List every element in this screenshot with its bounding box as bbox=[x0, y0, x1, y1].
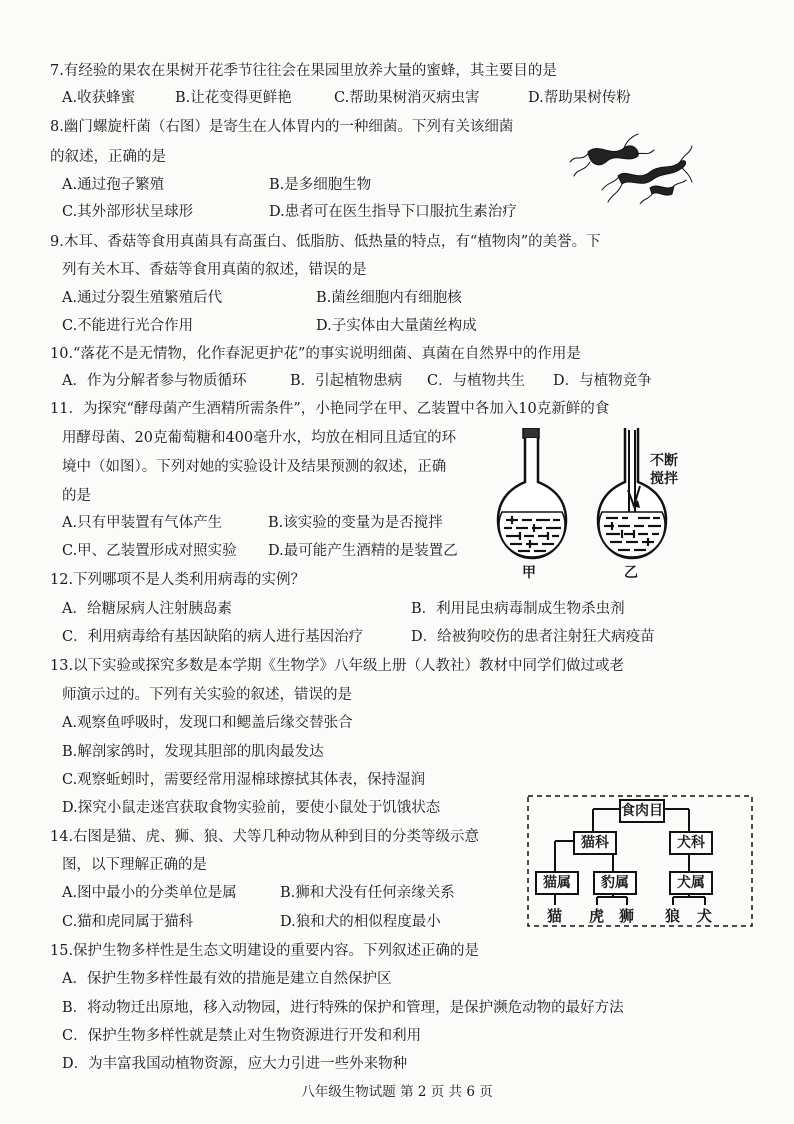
q12-option-b: B．利用昆虫病毒制成生物杀虫剂 bbox=[411, 601, 625, 617]
q8-stem-line2: 的叙述，正确的是 bbox=[50, 149, 166, 165]
stir-label-line1: 不断 bbox=[650, 453, 678, 469]
q9-stem-line1: 9.木耳、香菇等食用真菌具有高蛋白、低脂肪、低热量的特点，有“植物肉”的美誉。下 bbox=[50, 234, 601, 250]
q13-stem-line1: 13.以下实验或探究多数是本学期《生物学》八年级上册（人教社）教材中同学们做过或老 bbox=[50, 658, 625, 674]
q7-option-d: D.帮助果树传粉 bbox=[528, 90, 631, 106]
q12-stem: 12.下列哪项不是人类利用病毒的实例？ bbox=[50, 572, 306, 588]
q10-option-a: A．作为分解者参与物质循环 bbox=[62, 373, 247, 389]
q15-option-c: C．保护生物多样性就是禁止对生物资源进行开发和利用 bbox=[62, 1028, 422, 1044]
q7-option-a: A.收获蜂蜜 bbox=[62, 90, 136, 106]
q11-stem-line3: 境中（如图）。下列对她的实验设计及结果预测的叙述，正确 bbox=[62, 459, 447, 475]
q8-option-a: A.通过孢子繁殖 bbox=[62, 177, 165, 193]
q13-option-d: D.探究小鼠走迷宫获取食物实验前，要使小鼠处于饥饿状态 bbox=[62, 800, 441, 816]
q10-option-b: B．引起植物患病 bbox=[290, 373, 403, 389]
q14-option-d: D.狼和犬的相似程度最小 bbox=[280, 914, 441, 930]
q15-option-b: B．将动物迁出原地，移入动物园，进行特殊的保护和管理，是保护濒危动物的最好方法 bbox=[62, 1000, 624, 1016]
q14-option-b: B.狮和犬没有任何亲缘关系 bbox=[280, 885, 455, 901]
q8-option-c: C.其外部形状呈球形 bbox=[62, 204, 194, 220]
q8-stem-line1: 8.幽门螺旋杆菌（右图）是寄生在人体胃内的一种细菌。下列有关该细菌 bbox=[50, 119, 514, 135]
q11-stem-line4: 的是 bbox=[62, 488, 91, 504]
q15-stem: 15.保护生物多样性是生态文明建设的重要内容。下列叙述正确的是 bbox=[50, 943, 480, 959]
flask-yi-label: 乙 bbox=[624, 565, 638, 581]
q11-stem-line1: 11．为探究“酵母菌产生酒精所需条件”，小艳同学在甲、乙装置中各加入10克新鲜的食 bbox=[50, 401, 610, 417]
taxon-panthera-box: 豹属 bbox=[593, 871, 637, 895]
species-tiger: 虎 bbox=[589, 907, 605, 925]
q13-option-c: C.观察蚯蚓时，需要经常用湿棉球擦拭其体表，保持湿润 bbox=[62, 772, 426, 788]
q7-stem: 7.有经验的果农在果树开花季节往往会在果园里放养大量的蜜蜂，其主要目的是 bbox=[50, 63, 557, 79]
q11-stem-line2: 用酵母菌、20克葡萄糖和400毫升水，均放在相同且适宜的环 bbox=[62, 430, 457, 446]
q7-option-b: B.让花变得更鲜艳 bbox=[175, 90, 292, 106]
q8-option-d: D.患者可在医生指导下口服抗生素治疗 bbox=[269, 204, 517, 220]
q9-stem-line2: 列有关木耳、香菇等食用真菌的叙述，错误的是 bbox=[62, 262, 367, 278]
q12-option-c: C．利用病毒给有基因缺陷的病人进行基因治疗 bbox=[62, 629, 364, 645]
q11-option-d: D.最可能产生酒精的是装置乙 bbox=[268, 543, 458, 559]
q13-option-a: A.观察鱼呼吸时，发现口和鳃盖后缘交替张合 bbox=[62, 715, 353, 731]
flask-jia-label: 甲 bbox=[522, 565, 536, 581]
q10-option-d: D．与植物竞争 bbox=[553, 373, 652, 389]
q11-option-a: A.只有甲装置有气体产生 bbox=[62, 515, 223, 531]
q9-option-d: D.子实体由大量菌丝构成 bbox=[316, 318, 477, 334]
taxon-felidae-box: 猫科 bbox=[573, 831, 617, 855]
taxon-felis-box: 猫属 bbox=[535, 871, 579, 895]
q13-stem-line2: 师演示过的。下列有关实验的叙述，错误的是 bbox=[62, 687, 352, 703]
taxon-order-box: 食肉目 bbox=[619, 799, 665, 823]
q14-stem-line2: 图，以下理解正确的是 bbox=[62, 857, 207, 873]
q12-option-a: A．给糖尿病人注射胰岛素 bbox=[62, 601, 232, 617]
page-footer: 八年级生物试题 第 2 页 共 6 页 bbox=[301, 1084, 493, 1100]
q14-option-c: C.猫和虎同属于猫科 bbox=[62, 914, 194, 930]
q10-stem: 10.“落花不是无情物，化作春泥更护花”的事实说明细菌、真菌在自然界中的作用是 bbox=[50, 346, 581, 362]
q13-option-b: B.解剖家鸽时，发现其胆部的肌肉最发达 bbox=[62, 744, 324, 760]
q7-option-c: C.帮助果树消灭病虫害 bbox=[334, 90, 480, 106]
q9-option-a: A.通过分裂生殖繁殖后代 bbox=[62, 290, 223, 306]
q8-option-b: B.是多细胞生物 bbox=[269, 177, 372, 193]
species-cat: 猫 bbox=[547, 907, 563, 925]
stir-label-line2: 搅拌 bbox=[650, 471, 678, 487]
yeast-flasks-figure bbox=[488, 428, 688, 580]
species-lion: 狮 bbox=[619, 907, 635, 925]
q15-option-a: A．保护生物多样性最有效的措施是建立自然保护区 bbox=[62, 971, 392, 987]
taxon-canidae-box: 犬科 bbox=[669, 831, 713, 855]
species-dog: 犬 bbox=[697, 907, 713, 925]
taxon-canis-box: 犬属 bbox=[669, 871, 713, 895]
q14-option-a: A.图中最小的分类单位是属 bbox=[62, 885, 237, 901]
q9-option-c: C.不能进行光合作用 bbox=[62, 318, 194, 334]
q14-stem-line1: 14.右图是猫、虎、狮、狼、犬等几种动物从种到目的分类等级示意 bbox=[50, 829, 480, 845]
species-wolf: 狼 bbox=[665, 907, 681, 925]
q11-option-c: C.甲、乙装置形成对照实验 bbox=[62, 543, 237, 559]
helicobacter-figure bbox=[568, 132, 693, 204]
q15-option-d: D．为丰富我国动植物资源，应大力引进一些外来物种 bbox=[62, 1056, 408, 1072]
q12-option-d: D．给被狗咬伤的患者注射狂犬病疫苗 bbox=[411, 629, 655, 645]
q11-option-b: B.该实验的变量为是否搅拌 bbox=[268, 515, 443, 531]
q10-option-c: C．与植物共生 bbox=[427, 373, 526, 389]
q9-option-b: B.菌丝细胞内有细胞核 bbox=[316, 290, 462, 306]
classification-diagram bbox=[527, 795, 753, 927]
